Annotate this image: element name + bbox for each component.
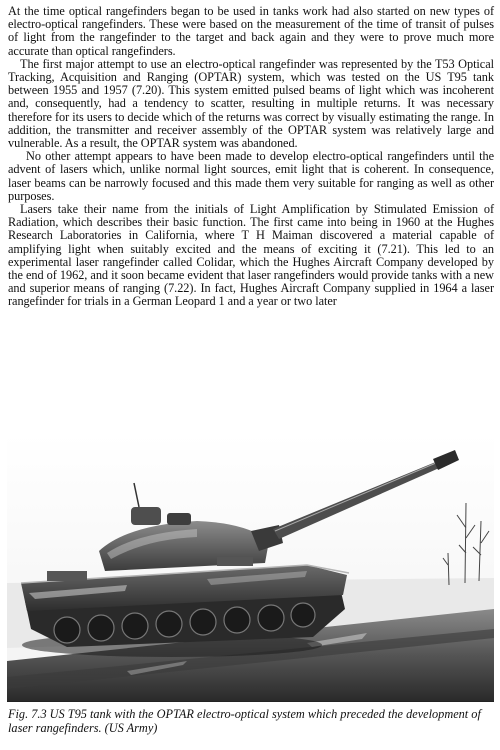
- paragraph-3: No other attempt appears to have been made to develop electro-optical rangefinders until the advent of lasers which, unlike normal light sources, emit light that is coherent. In consequence, laser beams can be narrowly focused and this made them very suitable for ranging as well as other purposes.: [8, 149, 494, 203]
- paragraph-1: At the time optical rangefinders began to be used in tanks work had also started on new types of electro-optical rangefinders. These were based on the measurement of the time of transit of pulses of light from the rangefinder to the target and back again and they were to prove much more accurate than optical rangefinders.: [8, 4, 494, 58]
- t95-tank-image: [7, 433, 494, 701]
- body-text: [8, 5, 494, 309]
- paragraph-2: The first major attempt to use an electro-optical rangefinder was represented by the T53 Optical Tracking, Acquisition and Ranging (OPTAR) system, which was tested on the US T95 tank between 1955 and 1957 (7.20). This system emitted pulsed beams of light which was incoherent and, consequently, had a tendency to scatter, resulting in multiple returns. It was necessary therefore for its users to decide which of the returns was correct by visually estimating the range. In addition, the transmitter and receiver assembly of the OPTAR system was relatively large and vulnerable. As a result, the OPTAR system was abandoned.: [8, 56, 494, 151]
- paragraph-4: Lasers take their name from the initials of Light Amplification by Stimulated Emission of Radiation, which describes their basic function. The first came into being in 1960 at the Hughes Research Laboratories in California, where T H Maiman discovered a material capable of amplifying light when suitably excited and the means of exciting it (7.21). This led to an experimental laser rangefinder called Colidar, which the Hughes Aircraft Company developed by the end of 1962, and it soon became evident that laser rangefinders would provide tanks with a new and superior means of ranging (7.22). In fact, Hughes Aircraft Company supplied in 1964 a laser rangefinder for trials in a German Leopard 1 and a year or two later: [8, 202, 494, 309]
- figure-caption: Fig. 7.3 US T95 tank with the OPTAR electro-optical system which preceded the development of laser rangefinders. (US Army): [8, 707, 481, 735]
- tank-photograph: [7, 433, 494, 702]
